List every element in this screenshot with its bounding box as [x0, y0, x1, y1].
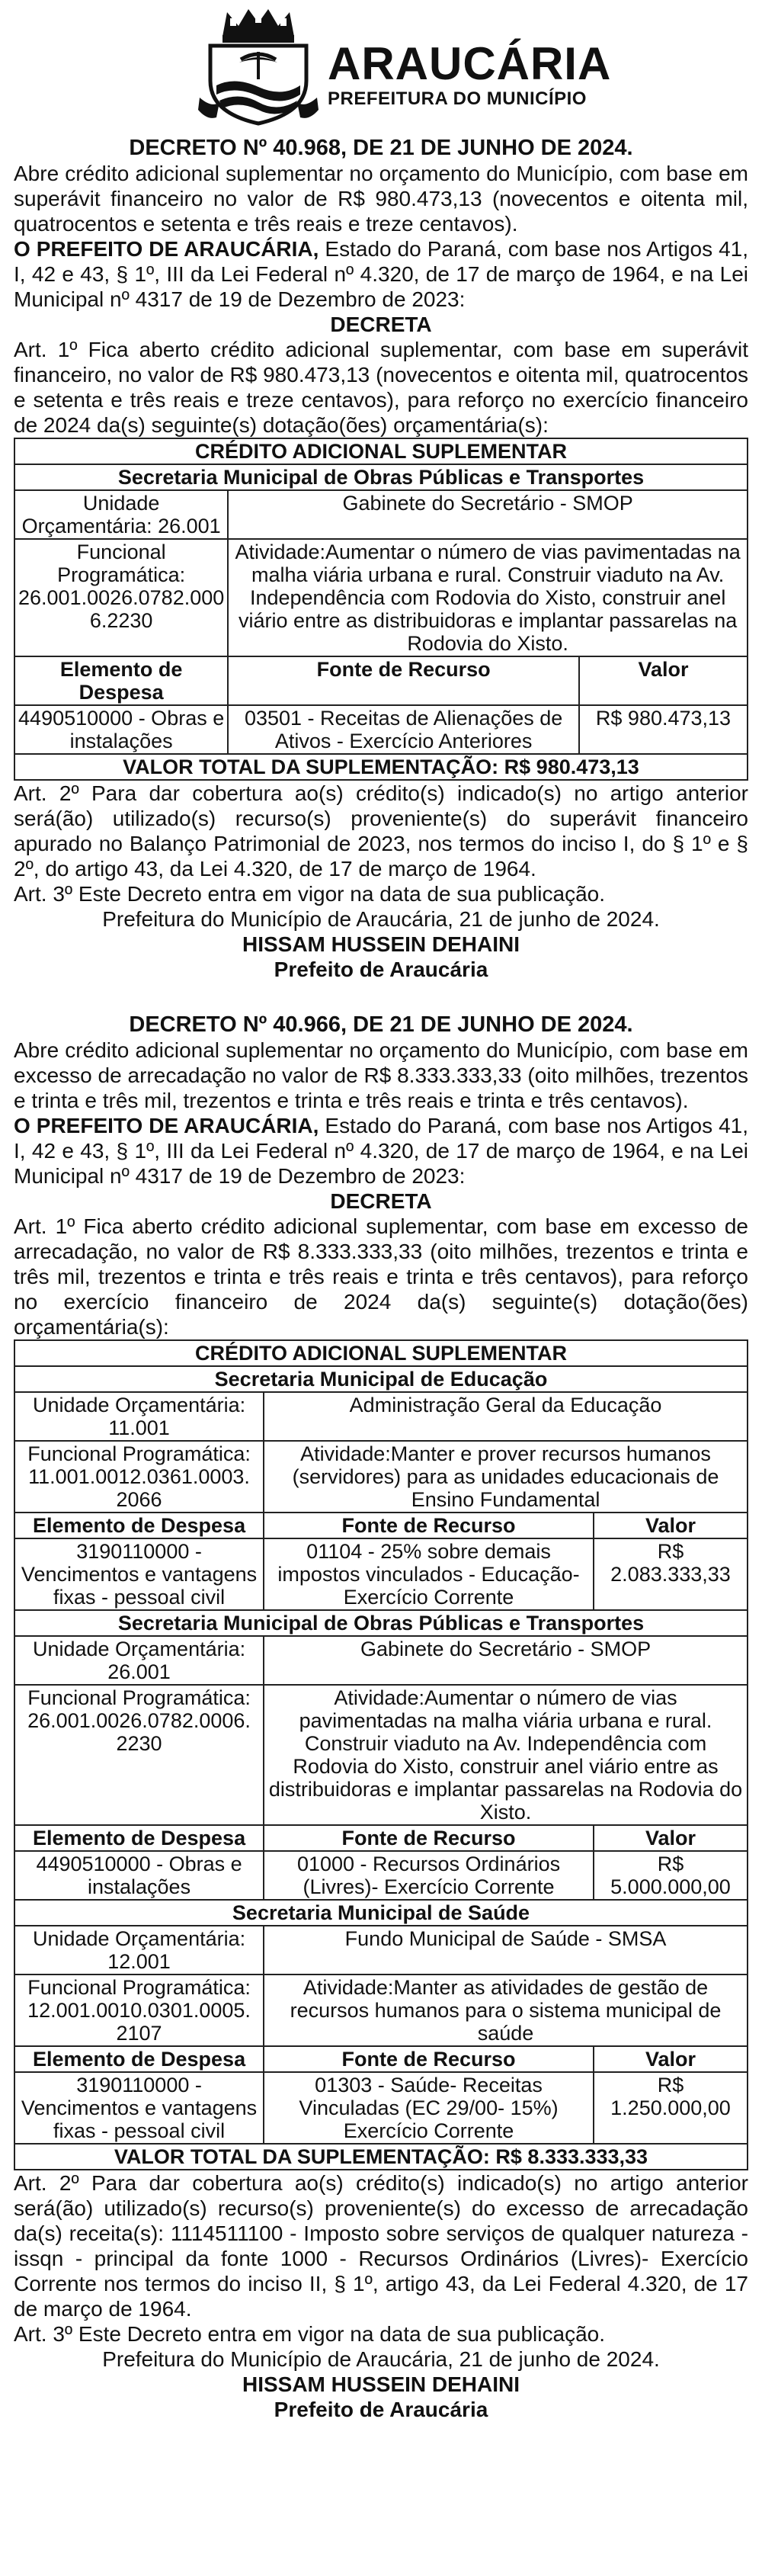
- unidade-value: Fundo Municipal de Saúde - SMSA: [264, 1926, 748, 1975]
- valor-cell: R$ 5.000.000,00: [594, 1851, 748, 1900]
- decree-preamble: [14, 1113, 748, 1189]
- funcional-value: Atividade:Aumentar o número de vias pavimentadas na malha viária urbana e rural. Construir viaduto na Av. Independência com Rodovia do Xisto, construir anel viário entre as distribuidoras e implantar passarelas na Rodovia do Xisto.: [228, 539, 748, 656]
- valor-cell: R$ 980.473,13: [579, 705, 748, 754]
- unidade-value: Administração Geral da Educação: [264, 1392, 748, 1441]
- preamble-lead: O PREFEITO DE ARAUCÁRIA,: [14, 237, 319, 261]
- col-elemento: Elemento de Despesa: [14, 656, 228, 705]
- decree-40968: [14, 136, 748, 982]
- col-elemento: Elemento de Despesa: [14, 2046, 264, 2072]
- signer-role: Prefeito de Araucária: [274, 2398, 488, 2421]
- col-valor: Valor: [594, 1513, 748, 1538]
- funcional-value: Atividade:Aumentar o número de vias pavimentadas na malha viária urbana e rural. Construir viaduto na Av. Independência com Rodovia do Xisto, construir anel viário entre as distribuidoras e implantar passarelas na Rodovia do Xisto.: [264, 1685, 748, 1825]
- col-elemento: Elemento de Despesa: [14, 1825, 264, 1851]
- col-valor: Valor: [579, 656, 748, 705]
- funcional-label: Funcional Programática: 12.001.0010.0301.0005. 2107: [14, 1975, 264, 2046]
- table-heading: CRÉDITO ADICIONAL SUPLEMENTAR: [14, 438, 748, 464]
- header: [0, 0, 762, 136]
- valor-cell: R$ 2.083.333,33: [594, 1538, 748, 1610]
- secretaria-name: Secretaria Municipal de Educação: [14, 1366, 748, 1392]
- article-2: Art. 2º Para dar cobertura ao(s) crédito(s) indicado(s) no artigo anterior será(ão) utilizado(s) recurso(s) proveniente(s) do superávit financeiro apurado no Balanço Patrimonial de 2023, nos termos do inciso I, do § 1º e § 2º, do artigo 43, da Lei 4.320, de 17 de março de 1964.: [14, 781, 748, 881]
- signer-name: HISSAM HUSSEIN DEHAINI: [242, 2372, 520, 2396]
- col-fonte: Fonte de Recurso: [228, 656, 579, 705]
- article-1: Art. 1º Fica aberto crédito adicional suplementar, com base em superávit financeiro, no valor de R$ 980.473,13 (novecentos e oitenta mil, quatrocentos e setenta e três reais e treze centavos), para reforço no exercício financeiro de 2024 da(s) seguinte(s) dotação(ões) orçamentária(s):: [14, 338, 748, 437]
- signer-name: HISSAM HUSSEIN DEHAINI: [242, 932, 520, 956]
- valor-cell: R$ 1.250.000,00: [594, 2072, 748, 2144]
- article-3: Art. 3º Este Decreto entra em vigor na data de sua publicação.: [14, 2322, 605, 2346]
- elemento-cell: 3190110000 - Vencimentos e vantagens fixas - pessoal civil: [14, 2072, 264, 2144]
- article-1: Art. 1º Fica aberto crédito adicional suplementar, com base em excesso de arrecadação, no valor de R$ 8.333.333,33 (oito milhões, trezentos e trinta e três mil, trezentos e trinta e três reais e trinta e três centavos), para reforço no exercício financeiro de 2024 da(s) seguinte(s) dotação(ões) orçamentária(s):: [14, 1214, 748, 1339]
- elemento-cell: 4490510000 - Obras e instalações: [14, 705, 228, 754]
- article-2: Art. 2º Para dar cobertura ao(s) crédito(s) indicado(s) no artigo anterior será(ão) utilizado(s) recurso(s) proveniente(s) do excesso de arrecadação da(s) receita(s): 1114511100 - Imposto sobre serviços de qualquer natureza - issqn - principal da fonte 1000 - Recursos Ordinários (Livres)- Exercício Corrente nos termos do inciso II, § 1º, artigo 43, da Lei Federal 4.320, de 17 de março de 1964.: [14, 2171, 748, 2321]
- table-heading: CRÉDITO ADICIONAL SUPLEMENTAR: [14, 1340, 748, 1366]
- fonte-cell: 01000 - Recursos Ordinários (Livres)- Exercício Corrente: [264, 1851, 594, 1900]
- unidade-label: Unidade Orçamentária: 26.001: [14, 1636, 264, 1685]
- secretaria-name: Secretaria Municipal de Obras Públicas e Transportes: [14, 464, 748, 490]
- brand-subtitle: PREFEITURA DO MUNICÍPIO: [328, 88, 587, 109]
- col-elemento: Elemento de Despesa: [14, 1513, 264, 1538]
- elemento-cell: 4490510000 - Obras e instalações: [14, 1851, 264, 1900]
- col-fonte: Fonte de Recurso: [264, 1825, 594, 1851]
- col-valor: Valor: [594, 1825, 748, 1851]
- decree-summary: Abre crédito adicional suplementar no orçamento do Município, com base em excesso de arrecadação no valor de R$ 8.333.333,33 (oito milhões, trezentos e trinta e três mil, trezentos e trinta e três reais e trinta e três centavos).: [14, 1038, 748, 1112]
- secretaria-name: Secretaria Municipal de Saúde: [14, 1900, 748, 1926]
- col-fonte: Fonte de Recurso: [264, 2046, 594, 2072]
- brand: [328, 38, 612, 110]
- decree-title: DECRETO Nº 40.968, DE 21 DE JUNHO DE 2024.: [129, 136, 633, 160]
- preamble-text: Estado do Paraná, com base nos Artigos 41, I, 42 e 43, § 1º, III da Lei Federal nº 4.320, de 17 de março de 1964, e na Lei Municipal nº 4317 de 19 de Dezembro de 2023:: [14, 237, 748, 311]
- unidade-value: Gabinete do Secretário - SMOP: [228, 490, 748, 539]
- preamble-text: Estado do Paraná, com base nos Artigos 41, I, 42 e 43, § 1º, III da Lei Federal nº 4.320, de 17 de março de 1964, e na Lei Municipal nº 4317 de 19 de Dezembro de 2023:: [14, 1114, 748, 1188]
- funcional-label: Funcional Programática: 26.001.0026.0782.0006. 2230: [14, 1685, 264, 1825]
- credit-table: [14, 438, 748, 781]
- decree-preamble: [14, 236, 748, 312]
- total-row: VALOR TOTAL DA SUPLEMENTAÇÃO: R$ 8.333.333,33: [14, 2144, 748, 2170]
- funcional-label: Funcional Programática: 26.001.0026.0782.000 6.2230: [14, 539, 228, 656]
- unidade-label: Unidade Orçamentária: 11.001: [14, 1392, 264, 1441]
- decree-summary: Abre crédito adicional suplementar no orçamento do Município, com base em superávit financeiro no valor de R$ 980.473,13 (novecentos e oitenta mil, quatrocentos e setenta e três reais e treze centavos).: [14, 162, 748, 236]
- city-crest-icon: [197, 6, 320, 127]
- unidade-value: Gabinete do Secretário - SMOP: [264, 1636, 748, 1685]
- brand-name: ARAUCÁRIA: [328, 38, 612, 89]
- decree-title: DECRETO Nº 40.966, DE 21 DE JUNHO DE 2024.: [129, 1012, 633, 1037]
- secretaria-name: Secretaria Municipal de Obras Públicas e Transportes: [14, 1610, 748, 1636]
- preamble-lead: O PREFEITO DE ARAUCÁRIA,: [14, 1114, 319, 1137]
- place-date: Prefeitura do Município de Araucária, 21 de junho de 2024.: [102, 2347, 660, 2371]
- col-valor: Valor: [594, 2046, 748, 2072]
- funcional-value: Atividade:Manter e prover recursos humanos (servidores) para as unidades educacionais de Ensino Fundamental: [264, 1441, 748, 1513]
- funcional-value: Atividade:Manter as atividades de gestão de recursos humanos para o sistema municipal de saúde: [264, 1975, 748, 2046]
- total-row: VALOR TOTAL DA SUPLEMENTAÇÃO: R$ 980.473,13: [14, 754, 748, 780]
- fonte-cell: 01303 - Saúde- Receitas Vinculadas (EC 29/00- 15%) Exercício Corrente: [264, 2072, 594, 2144]
- decree-40966: [14, 1012, 748, 2422]
- decreta-heading: DECRETA: [330, 1189, 432, 1213]
- content: [0, 136, 762, 2422]
- unidade-label: Unidade Orçamentária: 26.001: [14, 490, 228, 539]
- col-fonte: Fonte de Recurso: [264, 1513, 594, 1538]
- signer-role: Prefeito de Araucária: [274, 958, 488, 981]
- place-date: Prefeitura do Município de Araucária, 21 de junho de 2024.: [102, 907, 660, 931]
- elemento-cell: 3190110000 - Vencimentos e vantagens fixas - pessoal civil: [14, 1538, 264, 1610]
- article-3: Art. 3º Este Decreto entra em vigor na data de sua publicação.: [14, 882, 605, 906]
- decreta-heading: DECRETA: [330, 313, 432, 336]
- funcional-label: Funcional Programática: 11.001.0012.0361.0003. 2066: [14, 1441, 264, 1513]
- unidade-label: Unidade Orçamentária: 12.001: [14, 1926, 264, 1975]
- fonte-cell: 01104 - 25% sobre demais impostos vinculados - Educação- Exercício Corrente: [264, 1538, 594, 1610]
- credit-table: [14, 1339, 748, 2170]
- fonte-cell: 03501 - Receitas de Alienações de Ativos - Exercício Anteriores: [228, 705, 579, 754]
